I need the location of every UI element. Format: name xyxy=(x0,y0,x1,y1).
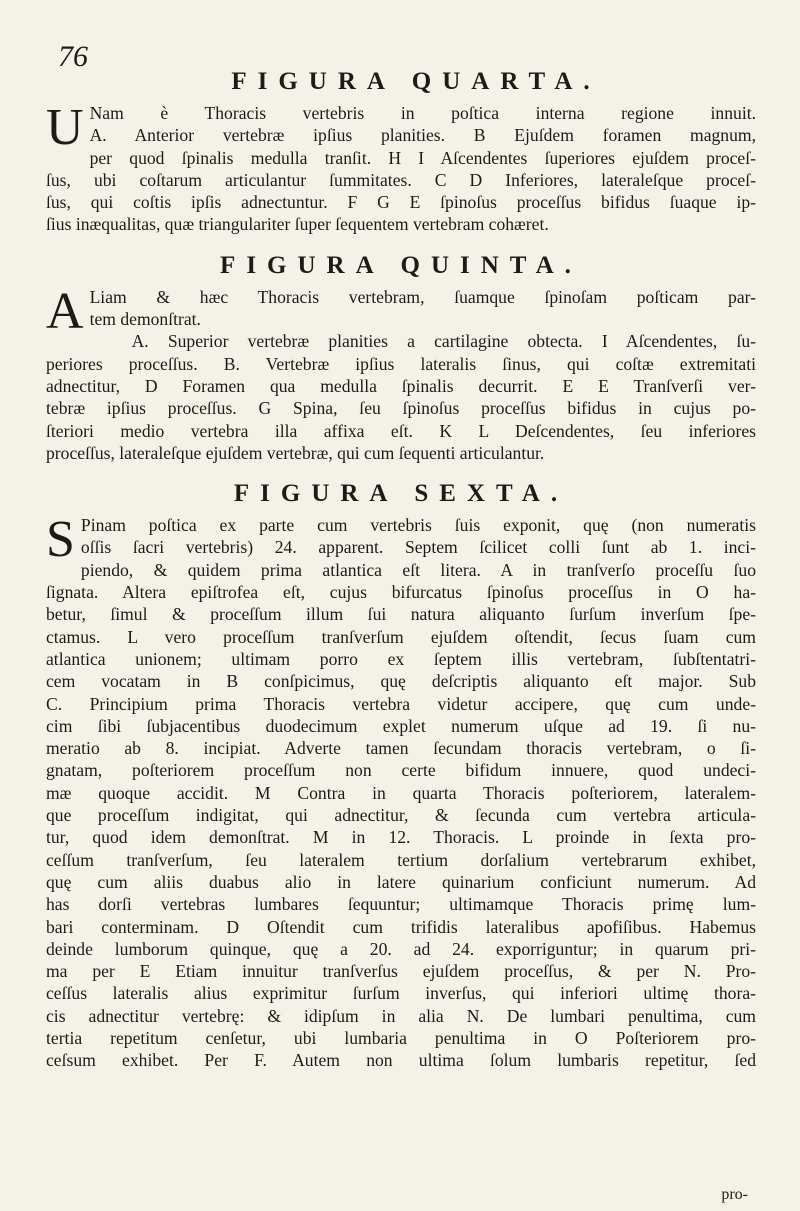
text-line: ctamus. L vero proceſſum tranſverſum ejuſdem oſtendit, ſecus ſuam cum xyxy=(46,626,756,647)
section-heading-quarta: FIGURA QUARTA. xyxy=(231,68,601,95)
text-line: quę cum aliis duabus alio in latere quinarium conficiunt numerum. Ad xyxy=(46,871,756,892)
section-heading-sexta: FIGURA SEXTA. xyxy=(233,480,569,508)
page-number: 76 xyxy=(58,40,88,73)
text-line: proceſſus, lateraleſque ejuſdem vertebræ, qui cum ſequenti articulantur. xyxy=(46,442,545,463)
text-line: ſignata. Altera epiſtrofea eſt, cujus bifurcatus ſpinoſus proceſſus in O ha- xyxy=(46,582,756,603)
text-line: tem demonſtrat. xyxy=(89,309,201,330)
drop-cap-letter: U xyxy=(46,99,84,156)
text-line: ſus, ubi coſtarum articulantur ſummitates. C D Inferiores, lateraleſque proceſ- xyxy=(46,169,756,190)
text-line: ceſſus lateralis alius exprimitur ſurſum inverſus, qui inferiori ultimę thora- xyxy=(46,983,756,1004)
section-heading-quinta: FIGURA QUINTA. xyxy=(220,251,582,279)
text-line: meratio ab 8. incipiat. Adverte tamen ſecundam thoracis vertebram, o ſi- xyxy=(46,738,756,759)
text-line: que proceſſum indigitat, qui adnectitur, & ſecunda cum vertebra articula- xyxy=(46,805,756,826)
text-line: betur, ſimul & proceſſum illum ſui natura aliquanto ſurſum inverſum ſpe- xyxy=(46,604,756,625)
text-line: bari conterminam. D Oſtendit cum trifidis lateralibus apofiſibus. Habemus xyxy=(46,916,756,937)
drop-cap-letter: S xyxy=(46,511,75,569)
text-line: ceſſum tranſverſum, ſeu lateralem tertium dorſalium vertebrarum exhibet, xyxy=(46,849,756,870)
text-line: ceſsum exhibet. Per F. Autem non ultima ſolum lumbaris repetitur, ſed xyxy=(46,1050,756,1071)
text-line: cim ſibi ſubjacentibus duodecimum explet numerum uſque ad 19. ſi nu- xyxy=(46,715,756,736)
text-line: deinde lumborum quinque, quę a 20. ad 24. exporriguntur; in quarum pri- xyxy=(46,938,756,959)
text-line: Nam è Thoracis vertebris in poſtica interna regione innuit. xyxy=(89,103,756,123)
text-line: has dorſi vertebras lumbares ſequuntur; ultimamque Thoracis primę lum- xyxy=(46,894,756,915)
drop-cap-letter: A xyxy=(46,282,84,340)
text-line: tertia repetitum cenſetur, ubi lumbaria penultima in O Poſteriorem pro- xyxy=(46,1027,756,1048)
text-line: C. Principium prima Thoracis vertebra videtur accipere, quę cum unde- xyxy=(46,693,756,714)
paragraph-quinta xyxy=(46,282,756,464)
text-line: gnatam, poſteriorem proceſſum non certe bifidum innuere, quod undeci- xyxy=(46,760,756,781)
text-line: piendo, & quidem prima atlantica eſt litera. A in tranſverſo proceſſu ſuo xyxy=(80,559,756,580)
text-line: ſus, qui coſtis ipſis adnectuntur. F G E ſpinoſus proceſſus bifidus ſuaque ip- xyxy=(46,192,756,213)
text-line: ſteriori medio vertebra illa affixa eſt. K L Deſcendentes, ſeu inferiores xyxy=(46,420,756,441)
text-line: ma per E Etiam innuitur tranſverſus ejuſdem proceſſus, & per N. Pro- xyxy=(46,961,756,982)
text-line: atlantica unionem; ultimam porro ex ſeptem illis vertebram, ſubſtentatri- xyxy=(46,648,756,669)
text-line: Pinam poſtica ex parte cum vertebris ſuis exponit, quę (non numeratis xyxy=(80,515,756,536)
catchword: pro- xyxy=(721,1186,748,1203)
text-line: oſſis ſacri vertebris) 24. apparent. Septem ſcilicet colli ſunt ab 1. inci- xyxy=(80,537,756,558)
paragraph-quarta xyxy=(46,99,756,236)
text-line: periores proceſſus. B. Vertebræ ipſius lateralis ſinus, qui coſtæ extremitati xyxy=(46,353,756,374)
text-line: cis adnectitur vertebrę: & idipſum in alia N. De lumbari penultima, cum xyxy=(46,1005,756,1026)
text-line: per quod ſpinalis medulla tranſit. H I Aſcendentes ſuperiores ejuſdem proceſ- xyxy=(89,147,756,168)
text-line: cem vocatam in B conſpicimus, quę deſcriptis aliquanto eſt major. Sub xyxy=(46,671,756,692)
text-line: tur, quod idem demonſtrat. M in 12. Thoracis. L proinde in ſexta pro- xyxy=(46,827,756,848)
text-line: tebræ ipſius proceſſus. G Spina, ſeu ſpinoſus proceſſus bifidus in cujus po- xyxy=(46,398,756,419)
text-line: adnectitur, D Foramen qua medulla ſpinalis decurrit. E E Tranſverſi ver- xyxy=(46,375,756,396)
text-line: ſius inæqualitas, quæ triangulariter ſuper ſequentem vertebram cohæret. xyxy=(46,214,549,235)
text-line: mæ quoque accidit. M Contra in quarta Thoracis poſteriorem, lateralem- xyxy=(46,782,756,803)
text-line: Liam & hæc Thoracis vertebram, ſuamque ſpinoſam poſticam par- xyxy=(89,286,756,307)
text-line: A. Superior vertebræ planities a cartilagine obtecta. I Aſcendentes, ſu- xyxy=(131,331,756,352)
text-line: A. Anterior vertebræ ipſius planities. B Ejuſdem foramen magnum, xyxy=(89,125,756,146)
paragraph-sexta xyxy=(46,511,756,1071)
